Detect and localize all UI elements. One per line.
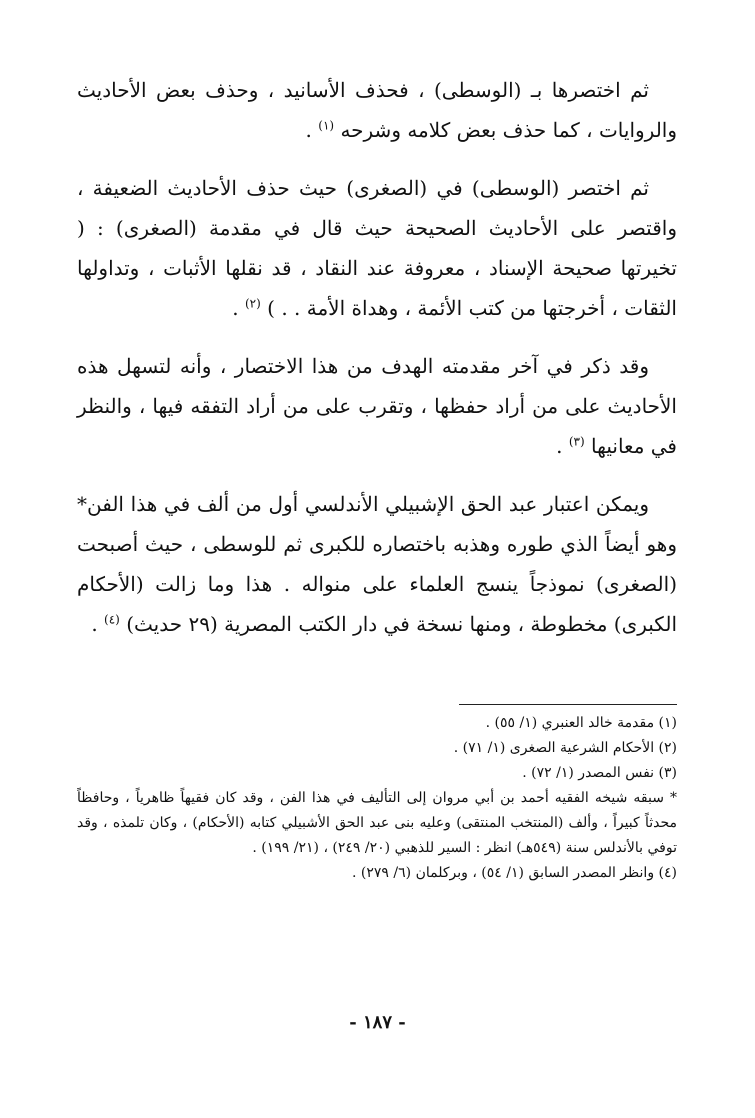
footnote-separator <box>459 704 677 705</box>
footnote-star: * سبقه شيخه الفقيه أحمد بن أبي مروان إلى التأليف في هذا الفن ، وقد كان فقيهاً ظاهرياً ، وحافظاً محدثاً كبيراً ، وألف (المنتخب المنتقى) وعليه بنى عبد الحق الأشبيلي كتابه (الأحكام) ، وكان تلمذه ، وقد توفي بالأندلس سنة (٥٤٩هـ) انظر : السير للذهبي (٢٠/ ٢٤٩) ، (٢١/ ١٩٩) . <box>77 790 677 856</box>
paragraph-2-tail: . <box>232 296 245 320</box>
footnote-marker-3: (٣) <box>568 434 585 449</box>
paragraph-3-text: وقد ذكر في آخر مقدمته الهدف من هذا الاختصار ، وأنه لتسهل هذه الأحاديث على من أراد حفظها ، وتقرب على من أراد التفقه فيها ، والنظر في معانيها <box>77 354 677 458</box>
footnote-marker-1: (١) <box>318 118 335 133</box>
footnote-marker-2: (٢) <box>244 296 261 311</box>
paragraph-4-text: ويمكن اعتبار عبد الحق الإشبيلي الأندلسي أول من ألف في هذا الفن* وهو أيضاً الذي طوره وهذبه باختصاره للكبرى ثم للوسطى ، حيث أصبحت (الصغرى) نموذجاً ينسج العلماء على منواله . هذا وما زالت (الأحكام الكبرى) مخطوطة ، ومنها نسخة في دار الكتب المصرية (٢٩ حديث) <box>77 492 677 636</box>
paragraph-3-tail: . <box>556 434 569 458</box>
paragraph-4-tail: . <box>91 612 105 636</box>
paragraph-2 <box>77 168 677 328</box>
paragraph-1-tail: . <box>305 118 319 142</box>
paragraph-3 <box>77 346 677 466</box>
footnotes-section <box>77 704 677 886</box>
main-text <box>77 70 677 662</box>
paragraph-1-text: ثم اختصرها بـ (الوسطى) ، فحذف الأسانيد ، وحذف بعض الأحاديث والروايات ، كما حذف بعض كلامه وشرحه <box>77 78 677 142</box>
footnote-4: (٤) وانظر المصدر السابق (١/ ٥٤) ، وبركلمان (٦/ ٢٧٩) . <box>352 865 677 881</box>
paragraph-2-text: ثم اختصر (الوسطى) في (الصغرى) حيث حذف الأحاديث الضعيفة ، واقتصر على الأحاديث الصحيحة حيث قال في مقدمة (الصغرى) : ( تخيرتها صحيحة الإسناد ، معروفة عند النقاد ، قد نقلها الأثبات ، وتداولها الثقات ، أخرجتها من كتب الأئمة ، وهداة الأمة . . ) <box>77 176 677 320</box>
footnote-2: (٢) الأحكام الشرعية الصغرى (١/ ٧١) . <box>453 740 677 756</box>
page-number: - ١٨٧ - <box>349 1012 406 1033</box>
footnote-3: (٣) نفس المصدر (١/ ٧٢) . <box>522 765 677 781</box>
footnote-marker-4: (٤) <box>104 612 120 627</box>
paragraph-4 <box>77 484 677 644</box>
paragraph-1 <box>77 70 677 150</box>
footnote-1: (١) مقدمة خالد العنبري (١/ ٥٥) . <box>485 715 677 731</box>
